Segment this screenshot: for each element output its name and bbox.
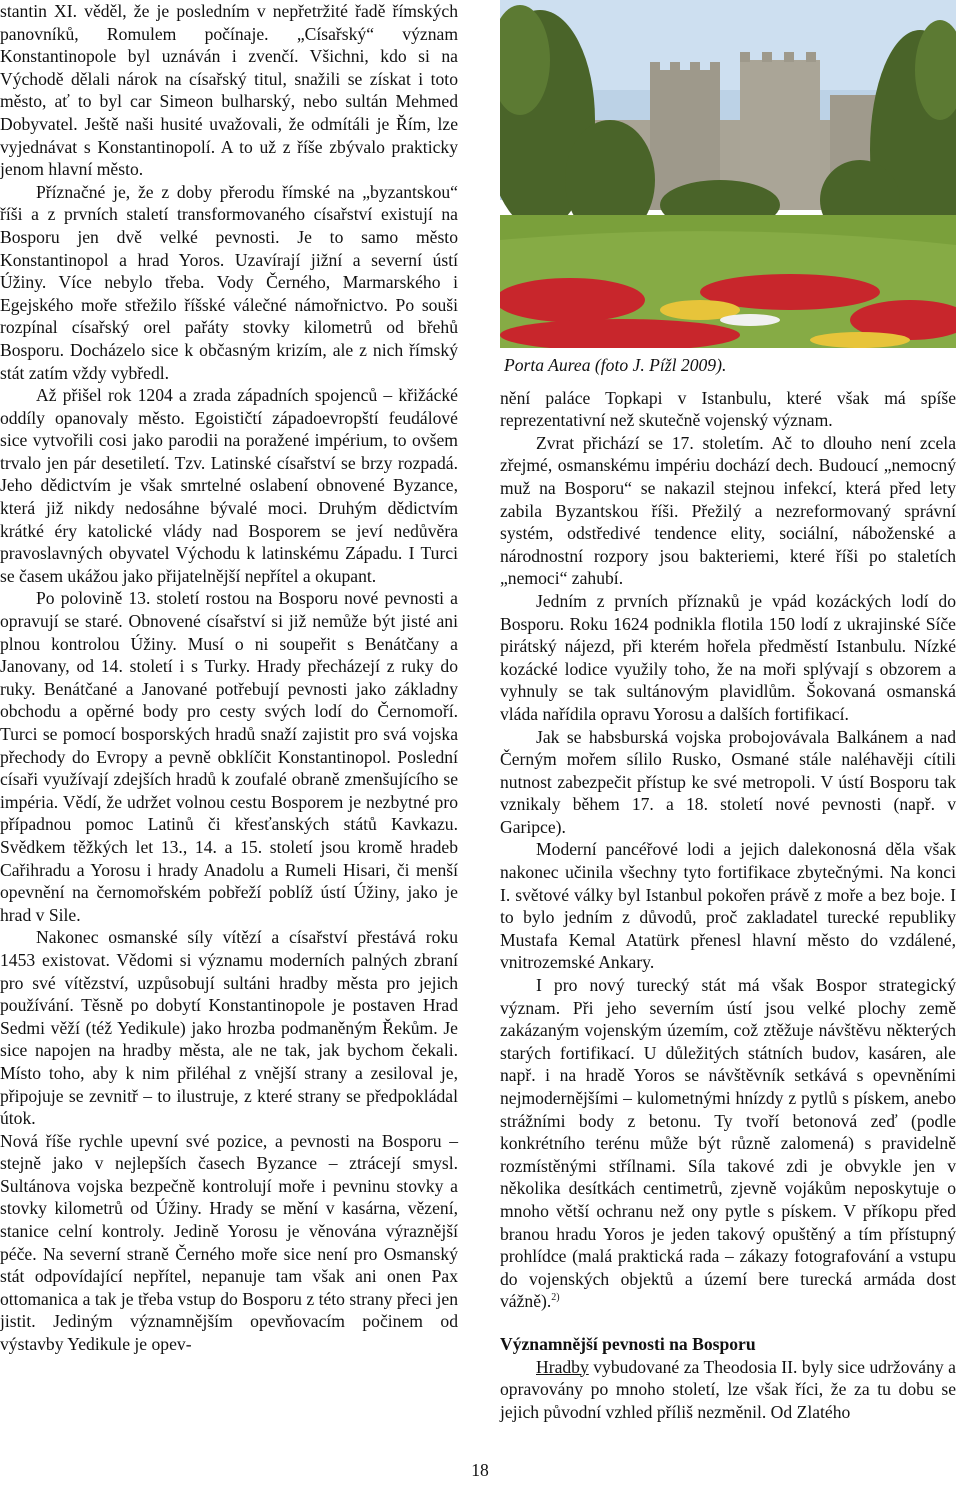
paragraph-text: Moderní pancéřové lodi a jejich dalekonosná děla však nakonec učinila všechny tyto fortifikace zbytečnými. Na konci I. světové války byl Istanbul pokořen právě z moře a bez boje. I to bylo jedním z důvodů, proč zakladatel turecké republiky Mustafa Kemal Atatürk přenesl hlavní město do vzdálené, vnitrozemské Ankary. (500, 839, 956, 973)
left-paragraph (0, 0, 458, 181)
photo-caption: Porta Aurea (foto J. Pížl 2009). (504, 355, 727, 375)
paragraph-text: I pro nový turecký stát má však Bospor strategický význam. Při jeho severním ústí jsou velké plochy země zakázaným vojenským územím, což ztěžuje návštěvu některých starých fortifikací. U důležitých státních budov, kasáren, ale např. i na hradě Yoros se návštěvník setkává s opevněními nejmodernějšími – kulometnými hnízdy z pytlů s pískem, anebo strážními body z betonu. Ty tvoří betonová zeď (podle konkrétního terénu může být různě zalomená) s pravidelně rozmístěnými střílnami. Síla takové zdi je obvykle jen v několika desítkách centimetrů, zjevně vojákům neposkytuje o mnoho větší ochranu než ony pytle s pískem. V příkopu před branou hradu Yoros je jeden takový opuštěný a tím přístupný prohlídce (malá praktická rada – zákazy fotografování a vstupu do vojenských objektů a území bere turecká armáda dost vážně). (500, 975, 956, 1312)
paragraph-text: Zvrat přichází se 17. stoletím. Ač to dlouho není zcela zřejmé, osmanskému impériu dochází dech. Budoucí „nemocný muž na Bosporu“ se nakazil stejnou infekcí, která před lety zabila Byzantskou říši. Přežilý a nezreformovaný správní systém, odstředivé tendence elity, sociální, náboženské a národnostní rozpory jsou bakteriemi, které říši po staletích „nemoci“ zahubí. (500, 432, 956, 589)
paragraph-text: Jedním z prvních příznaků je vpád kozáckých lodí do Bosporu. Roku 1624 podnikla flotila 150 lodí z ukrajinské Síče pirátský nájezd, při kterém hořela předměstí Istanbulu. Nízké kozácké lodice využily toho, že na moři splývají s obzorem a vyhnuly se tak sultánovým plavidlům. Šokovaná osmanská vláda nařídila opravu Yorosu a dalších fortifikací. (500, 590, 956, 724)
page-number: 18 (471, 1460, 489, 1480)
left-paragraph (0, 926, 458, 1129)
right-paragraph (500, 974, 956, 1313)
photo-illustration (500, 0, 956, 348)
paragraph-text: Po polovině 13. století rostou na Bosporu nové pevnosti a opravují se staré. Obnovené císařství si již nemůže být jisté ani plnou kontrolou Úžiny. Musí o ni soupeřit s Benátčany a Janovany, od 14. století i s Turky. Hrady přecházejí z ruky do ruky. Benátčané a Janované potřebují pevnosti jako základny obchodu a opěrné body pro cesty svých lodí do Černomoří. Turci se pomocí bosporských hradů snaží zajistit pro svá vojska přechody do Evropy a pevně obklíčit Konstantinopol. Poslední císaři využívají zdejších hradů k zoufalé obraně zmenšujícího se impéria. Vědí, že udržet volnou cestu Bosporem je nezbytné pro případnou pomoc Latinů či křesťanských států Kavkazu. Svědkem těžkých let 13., 14. a 15. století jsou kromě hradeb Cařihradu a Yorosu i hrady Anadolu a Rumeli Hisari, či menší opevnění na černomořském pobřeží poblíž ústí Úžiny, jako je hrad v Sile. (0, 588, 458, 925)
paragraph-text: Nová říše rychle upevní své pozice, a pevnosti na Bosporu – stejně jako v nejlepších časech Byzance – ztrácejí smysl. Sultánova vojska bezpečně kontrolují moře i pevninu stovky a stovky kilometrů od Úžiny. Hrady se mění v kasárna, vězení, stanice celní kontroly. Jedině Yorosu je věnována výraznější péče. Na severní straně Černého moře sice není pro Osmanský stát odpovídající nepřítel, nepanuje tam však ani onen Pax ottomanica a tak je třeba vstup do Bosporu z této strany přeci jen jistit. Jediným významnějším opevňovacím počinem od výstavby Yedikule je opev- (0, 1130, 458, 1355)
left-paragraph (0, 587, 458, 926)
section-heading: Významnější pevnosti na Bosporu (500, 1333, 756, 1354)
left-column (0, 0, 458, 1356)
left-paragraph (0, 384, 458, 587)
left-paragraph (0, 1130, 458, 1356)
right-paragraph (500, 432, 956, 590)
paragraph-text: Nakonec osmanské síly vítězí a císařství přestává roku 1453 existovat. Vědomi si významu moderních palných zbraní pro své vítězství, uzpůsobují sultáni hradby města pro jejich používání. Těsně po dobytí Konstantinopole je postaven Hrad Sedmi věží (též Yedikule) jako hrozba podmaněným Řekům. Je sice napojen na hradby města, ale ne tak, jak bychom čekali. Místo toho, aby k nim přiléhal z vnější strany a zesiloval je, připojuje se zevnitř – to ilustruje, z které strany se předpokládal útok. (0, 927, 458, 1129)
footnote-ref: 2) (551, 1292, 560, 1304)
porta-aurea-photo (500, 0, 956, 348)
right-paragraphs (500, 387, 956, 1313)
paragraph-text: nění paláce Topkapi v Istanbulu, které však má spíše reprezentativní než skutečně vojenský význam. (500, 387, 956, 431)
paragraph-text: Příznačné je, že z doby přerodu římské na „byzantskou“ říši a z prvních staletí transformovaného císařství existují na Bosporu jen dvě velké pevnosti. Je to samo město Konstantinopol a hrad Yoros. Uzavírají jižní a severní ústí Úžiny. Více nebylo třeba. Vody Černého, Marmarského i Egejského moře střežilo říšské válečné námořnictvo. Po souši rozpínal císařský orel pařáty stovky kilometrů od břehů Bosporu. Docházelo sice k občasným krizím, ale z nich římský stát zatím vždy vybředl. (0, 181, 458, 383)
right-paragraph (500, 590, 956, 726)
right-paragraph (500, 387, 956, 432)
paragraph-text: Až přišel rok 1204 a zrada západních spojenců – křižácké oddíly opanovaly město. Egoističtí západoevropští feudálové sice vytvořili cosi jako parodii na poražené impérium, to ovšem trvalo jen pár desetiletí. Tzv. Latinské císařství se brzy rozpadá. Jeho dědictvím je však smrtelné oslabení obnovené Byzance, která již nikdy nedosáhne bývalé moci. Druhým dědictvím krátké éry katolické vlády nad Bosporem se jeví nedůvěra pravoslavných obyvatel Východu k latinskému Západu. I Turci se časem ukážou jako přijatelnější nepřítel a okupant. (0, 385, 458, 586)
right-paragraph (500, 838, 956, 974)
last-paragraph-text: vybudované za Theodosia II. byly sice udržovány a opravovány po mnoho století, lze však říci, že za tu dobu se jejich původní vzhled příliš nezměnil. Od Zlatého (500, 1356, 956, 1422)
right-column (500, 0, 956, 1423)
hradby-term: Hradby (536, 1356, 589, 1377)
right-paragraph (500, 726, 956, 839)
paragraph-text: Jak se habsburská vojska probojovávala Balkánem a nad Černým mořem sílilo Rusko, Osmané stále naléhavěji cítili nutnost zabezpečit přístup ke své metropoli. V ústí Bosporu tak vznikaly během 17. a 18. století nové pevnosti (např. v Garipce). (500, 726, 956, 837)
paragraph-text: stantin XI. věděl, že je posledním v nepřetržité řadě římských panovníků, Romulem počínaje. „Císařský“ význam Konstantinopole byl uznáván i zvenčí. Všichni, kdo si na Východě dělali nárok na císařský titul, snažili se získat i toto město, ať to byl car Simeon bulharský, nebo sultán Mehmed Dobyvatel. Ještě naši husité uvažovali, že odmítáli je Řím, lze vyjednávat s Konstantinopolí. A to už z říše zbývalo prakticky jenom hlavní město. (0, 1, 458, 180)
left-paragraph (0, 181, 458, 384)
last-paragraph (500, 1356, 956, 1424)
